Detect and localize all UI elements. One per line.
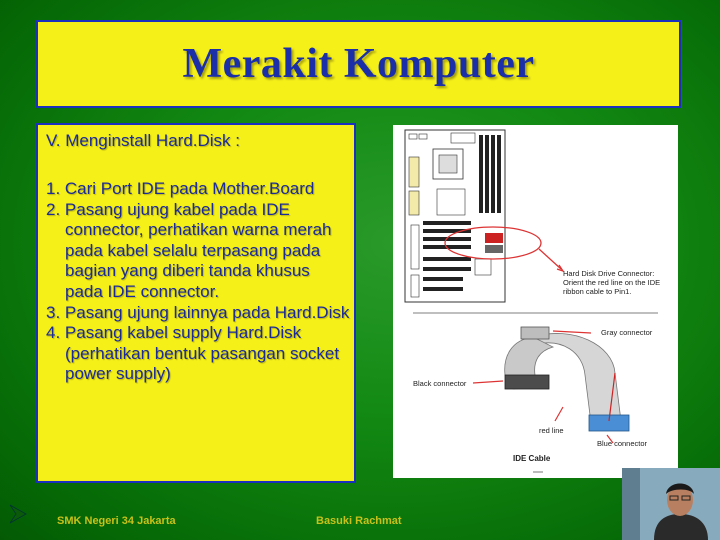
person-photo-icon: [622, 468, 720, 540]
motherboard-and-cable-figure: [393, 125, 678, 478]
drive-connector-label: Hard Disk Drive Connector:: [563, 269, 655, 278]
ide-cable-caption: IDE Cable: [513, 454, 551, 463]
steps-list: [46, 179, 351, 385]
step-1: 1. Cari Port IDE pada Mother.Board: [46, 179, 315, 198]
figure-drawing: [393, 125, 678, 478]
content-box: [36, 123, 356, 483]
motherboard-diagram: [405, 130, 563, 302]
slide-title: Merakit Komputer: [182, 41, 535, 87]
black-connector-label: Black connector: [413, 379, 467, 388]
gray-connector-label: Gray connector: [601, 328, 653, 337]
drive-connector-note-1: Orient the red line on the IDE: [563, 278, 661, 287]
step-3: 3. Pasang ujung lainnya pada Hard.Disk: [46, 302, 350, 322]
section-heading: V. Menginstall Hard.Disk :: [46, 131, 241, 150]
footer-school: SMK Negeri 34 Jakarta: [57, 515, 176, 527]
drive-connector-note-2: ribbon cable to Pin1.: [563, 287, 632, 296]
drive-connector-callout: [563, 269, 660, 296]
step-2: 2. Pasang ujung kabel pada IDE connector, perhatikan warna merah pada kabel selalu terpasang pada bagian yang diberi tanda khusus pada IDE connector.: [46, 199, 332, 301]
red-line-label: red line: [539, 426, 564, 435]
footer-author: Basuki Rachmat: [316, 515, 402, 527]
step-4: 4. Pasang kabel supply Hard.Disk (perhatikan bentuk pasangan socket power supply): [46, 323, 340, 384]
blue-connector-label: Blue connector: [597, 439, 648, 448]
title-box: [36, 20, 681, 108]
ide-cable-drawing: [505, 327, 629, 431]
arrow-bullet-icon: [8, 503, 28, 525]
presenter-photo: [622, 468, 720, 540]
